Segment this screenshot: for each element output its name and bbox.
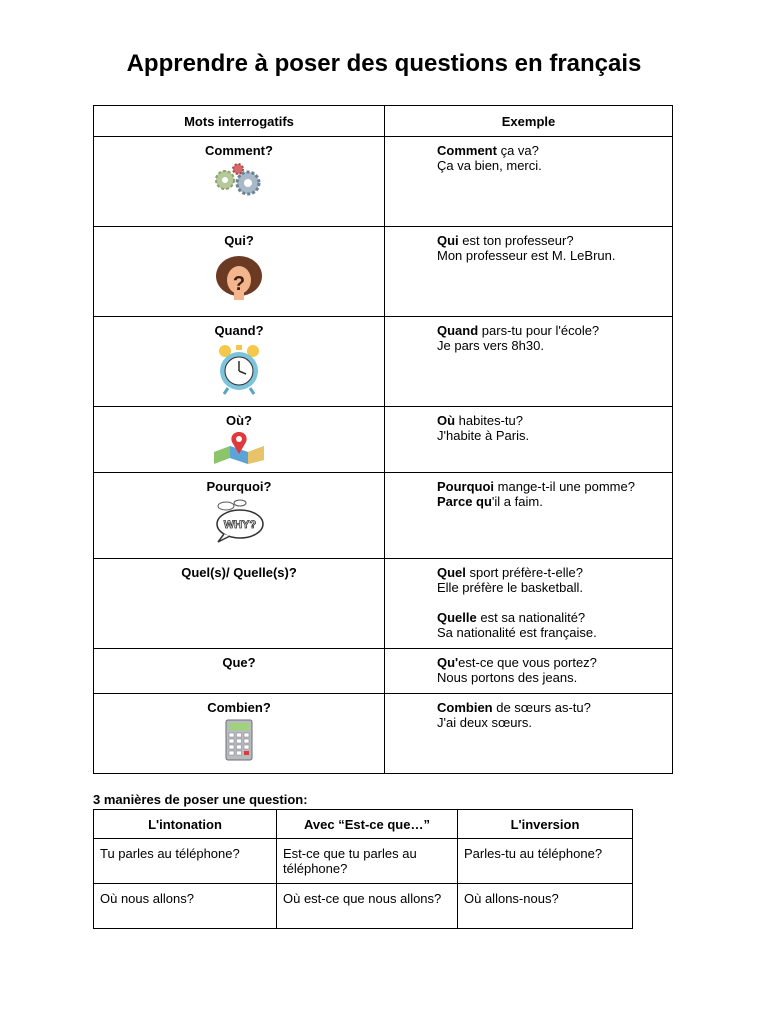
svg-text:?: ?	[232, 273, 246, 295]
why-bubble-icon	[212, 498, 266, 544]
example-cell	[385, 473, 673, 559]
table-cell: Où allons-nous?	[458, 884, 633, 929]
question-word: Comment?	[205, 143, 273, 158]
example-answer: J'ai deux sœurs.	[437, 715, 532, 730]
table-header-row	[94, 106, 673, 137]
header-est-ce-que: Avec “Est-ce que…”	[277, 810, 458, 839]
question-word-cell	[94, 317, 385, 407]
example-question-text: est ton professeur?	[458, 233, 574, 248]
example-cell	[385, 649, 673, 694]
question-word: Qui?	[224, 233, 254, 248]
table-row	[94, 884, 633, 929]
example-keyword: Quel	[437, 565, 466, 580]
example-answer: Ça va bien, merci.	[437, 158, 542, 173]
example-keyword: Qui	[437, 233, 459, 248]
example-cell	[385, 227, 673, 317]
table-cell: Parles-tu au téléphone?	[458, 839, 633, 884]
example-answer-keyword: Parce qu	[437, 494, 492, 509]
example-question-text: sport préfère-t-elle?	[465, 565, 583, 580]
table-cell: Où est-ce que nous allons?	[277, 884, 458, 929]
example-question-text: pars-tu pour l'école?	[478, 323, 600, 338]
section-title: 3 manières de poser une question:	[93, 792, 308, 807]
example-keyword: Quelle	[437, 610, 477, 625]
example-cell	[385, 317, 673, 407]
question-word-cell	[94, 227, 385, 317]
example-question-text: habites-tu?	[455, 413, 523, 428]
table-row	[94, 407, 673, 473]
example-keyword: Quand	[437, 323, 479, 338]
example-answer: Sa nationalité est française.	[437, 625, 597, 640]
example-question-text: mange-t-il une pomme?	[494, 479, 635, 494]
question-word: Pourquoi?	[206, 479, 272, 494]
example-keyword: Combien	[437, 700, 493, 715]
example-question-text: de sœurs as-tu?	[492, 700, 591, 715]
example-keyword: Où	[437, 413, 456, 428]
question-word: Où?	[226, 413, 252, 428]
example-question	[437, 479, 668, 494]
example-cell	[385, 559, 673, 649]
example-question	[437, 610, 668, 625]
question-word-cell	[94, 137, 385, 227]
header-intonation: L'intonation	[94, 810, 277, 839]
question-word: Quand?	[214, 323, 264, 338]
example-question	[437, 143, 668, 158]
page-title: Apprendre à poser des questions en français	[126, 50, 642, 77]
example-answer-text: 'il a faim.	[491, 494, 543, 509]
example-answer: Elle préfère le basketball.	[437, 580, 583, 595]
example-question	[437, 565, 668, 580]
example-answer	[437, 494, 668, 509]
example-question-text: ça va?	[496, 143, 539, 158]
question-word: Quel(s)/ Quelle(s)?	[181, 565, 297, 580]
example-keyword: Comment	[437, 143, 497, 158]
table-cell: Est-ce que tu parles au téléphone?	[277, 839, 458, 884]
question-word-cell	[94, 694, 385, 774]
header-inversion: L'inversion	[458, 810, 633, 839]
question-methods-table	[93, 809, 633, 929]
example-cell	[385, 137, 673, 227]
example-cell	[385, 694, 673, 774]
example-question	[437, 413, 668, 428]
map-pin-icon	[210, 432, 268, 464]
spacer	[437, 595, 668, 610]
table-cell: Où nous allons?	[94, 884, 277, 929]
example-question	[437, 323, 668, 338]
example-keyword: Pourquoi	[437, 479, 495, 494]
example-answer: J'habite à Paris.	[437, 428, 530, 443]
question-word-cell	[94, 649, 385, 694]
table-row	[94, 137, 673, 227]
table-row	[94, 649, 673, 694]
alarm-clock-icon	[214, 342, 264, 396]
example-answer: Je pars vers 8h30.	[437, 338, 544, 353]
question-word-cell	[94, 559, 385, 649]
table-row	[94, 317, 673, 407]
calculator-icon	[225, 719, 253, 761]
example-question-text: est-ce que vous portez?	[458, 655, 597, 670]
question-words-table	[93, 105, 673, 774]
table-header-row	[94, 810, 633, 839]
question-word-cell	[94, 407, 385, 473]
table-row	[94, 694, 673, 774]
example-answer: Nous portons des jeans.	[437, 670, 578, 685]
example-question-text: est sa nationalité?	[476, 610, 586, 625]
header-mots-interrogatifs: Mots interrogatifs	[94, 106, 385, 137]
example-question	[437, 700, 668, 715]
gears-icon	[212, 162, 266, 200]
table-row	[94, 839, 633, 884]
question-word-cell	[94, 473, 385, 559]
table-row	[94, 559, 673, 649]
question-word: Que?	[222, 655, 256, 670]
header-exemple: Exemple	[385, 106, 673, 137]
example-question	[437, 655, 668, 670]
example-keyword: Qu'	[437, 655, 459, 670]
example-question	[437, 233, 668, 248]
example-cell	[385, 407, 673, 473]
svg-text:WHY?: WHY?	[223, 519, 257, 531]
question-word: Combien?	[207, 700, 271, 715]
person-question-icon	[212, 252, 266, 306]
example-answer: Mon professeur est M. LeBrun.	[437, 248, 616, 263]
table-row	[94, 227, 673, 317]
table-cell: Tu parles au téléphone?	[94, 839, 277, 884]
table-row	[94, 473, 673, 559]
